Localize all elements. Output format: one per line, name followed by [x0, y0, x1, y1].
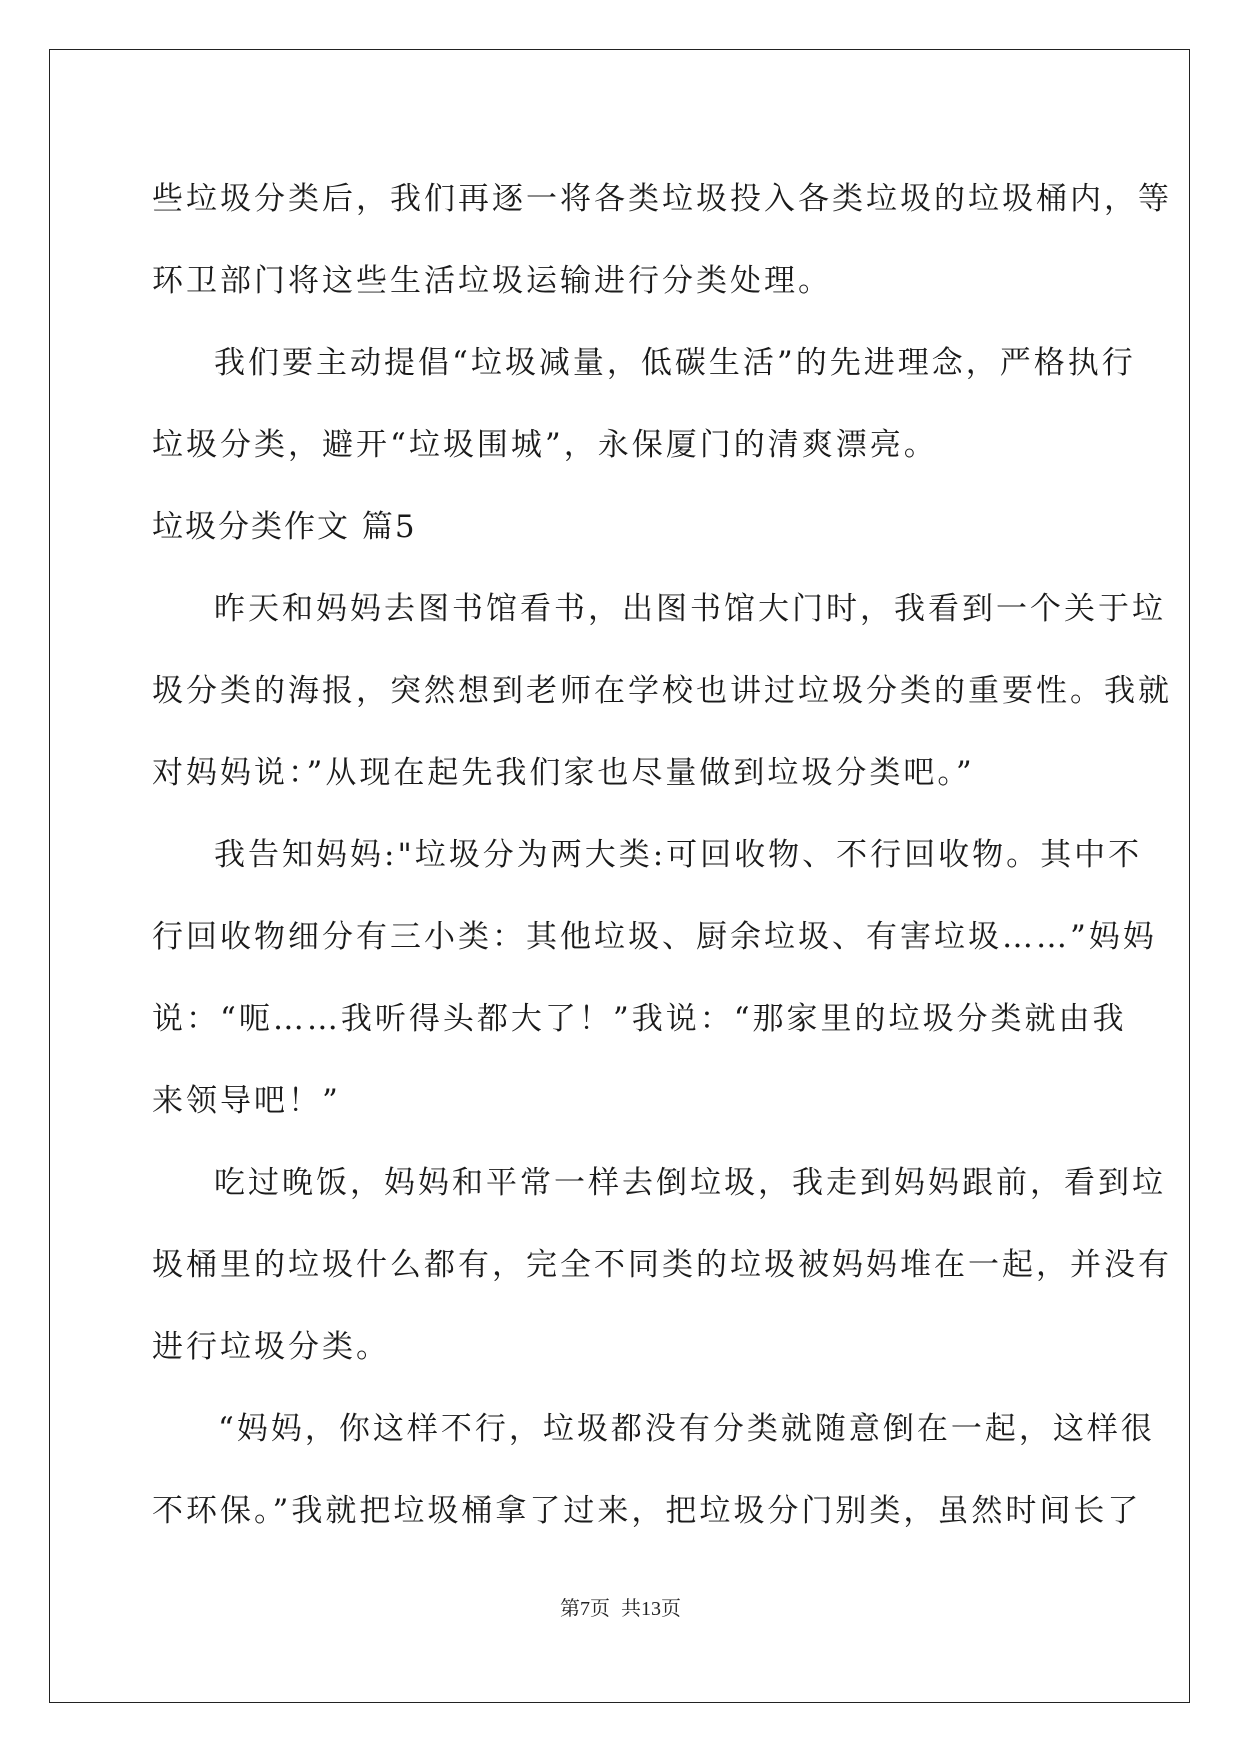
- paragraph-start: 吃过晚饭，妈妈和平常一样去倒垃圾，我走到妈妈跟前，看到垃: [214, 1165, 1166, 1201]
- text-line: 圾分类的海报，突然想到老师在学校也讲过垃圾分类的重要性。我就: [152, 673, 1172, 709]
- section-heading: 垃圾分类作文 篇5: [152, 509, 417, 545]
- paragraph-start: 我告知妈妈:"垃圾分为两大类:可回收物、不行回收物。其中不: [214, 837, 1143, 873]
- paragraph-start: 我们要主动提倡“垃圾减量，低碳生活”的先进理念，严格执行: [214, 345, 1136, 381]
- page-footer: [0, 1592, 1241, 1621]
- paragraph-start: “妈妈，你这样不行，垃圾都没有分类就随意倒在一起，这样很: [218, 1411, 1155, 1447]
- text-line: 进行垃圾分类。: [152, 1329, 390, 1365]
- text-line: 不环保。”我就把垃圾桶拿了过来，把垃圾分门别类，虽然时间长了: [152, 1493, 1142, 1529]
- text-line: 些垃圾分类后，我们再逐一将各类垃圾投入各类垃圾的垃圾桶内，等: [152, 181, 1172, 217]
- text-line: 对妈妈说：”从现在起先我们家也尽量做到垃圾分类吧。”: [152, 755, 975, 791]
- document-body: [152, 158, 1172, 1552]
- text-line: 圾桶里的垃圾什么都有，完全不同类的垃圾被妈妈堆在一起，并没有: [152, 1247, 1172, 1283]
- paragraph-start: 昨天和妈妈去图书馆看书，出图书馆大门时，我看到一个关于垃: [214, 591, 1166, 627]
- text-line: 环卫部门将这些生活垃圾运输进行分类处理。: [152, 263, 832, 299]
- text-line: 说：“呃……我听得头都大了！”我说：“那家里的垃圾分类就由我: [152, 1001, 1127, 1037]
- text-line: 垃圾分类，避开“垃圾围城”，永保厦门的清爽漂亮。: [152, 427, 938, 463]
- text-line: 来领导吧！”: [152, 1083, 341, 1119]
- page-total: 共13页: [621, 1598, 681, 1620]
- page-number: 第7页: [560, 1598, 610, 1620]
- text-line: 行回收物细分有三小类：其他垃圾、厨余垃圾、有害垃圾……”妈妈: [152, 919, 1157, 955]
